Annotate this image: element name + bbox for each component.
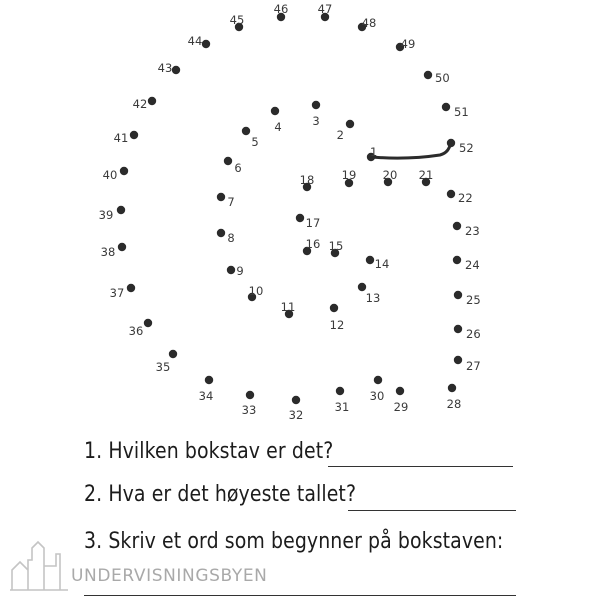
dot-7 [217, 193, 225, 201]
dot-36 [144, 319, 152, 327]
dot-12 [330, 304, 338, 312]
dot-label-43: 43 [157, 61, 173, 75]
dot-label-15: 15 [328, 239, 344, 253]
question-2: 2. Hva er det høyeste tallet? [84, 482, 357, 507]
dot-31 [336, 387, 344, 395]
dot-label-49: 49 [400, 37, 416, 51]
dot-label-8: 8 [227, 231, 235, 245]
dot-2 [346, 120, 354, 128]
dot-40 [120, 167, 128, 175]
dot-label-17: 17 [305, 216, 321, 230]
dot-29 [396, 387, 404, 395]
dot-14 [366, 256, 374, 264]
dot-label-19: 19 [341, 168, 357, 182]
dot-label-52: 52 [459, 141, 474, 155]
dot-label-11: 11 [280, 300, 296, 314]
dot-label-3: 3 [312, 114, 320, 128]
dot-6 [224, 157, 232, 165]
dot-label-48: 48 [361, 16, 377, 30]
dot-33 [246, 391, 254, 399]
answer-line-3[interactable] [84, 595, 516, 596]
dot-4 [271, 107, 279, 115]
question-1: 1. Hvilken bokstav er det? [84, 439, 334, 464]
dot-44 [202, 40, 210, 48]
dot-41 [130, 131, 138, 139]
dot-38 [118, 243, 126, 251]
dot-3 [312, 101, 320, 109]
dot-30 [374, 376, 382, 384]
dot-23 [453, 222, 461, 230]
dot-label-34: 34 [198, 389, 214, 403]
dot-26 [454, 325, 462, 333]
dot-label-12: 12 [329, 318, 345, 332]
dot-label-31: 31 [334, 400, 350, 414]
dot-51 [442, 103, 450, 111]
dot-label-47: 47 [317, 2, 333, 16]
dot-label-29: 29 [393, 400, 409, 414]
dot-label-27: 27 [466, 359, 481, 373]
dot-39 [117, 206, 125, 214]
dot-24 [453, 256, 461, 264]
dot-label-28: 28 [446, 397, 462, 411]
dot-28 [448, 384, 456, 392]
dot-label-14: 14 [374, 257, 390, 271]
dot-label-6: 6 [234, 161, 242, 175]
dot-label-38: 38 [100, 245, 116, 259]
dot-label-2: 2 [336, 128, 344, 142]
brand-name: UNDERVISNINGSBYEN [71, 566, 268, 586]
question-3: 3. Skriv et ord som begynner på bokstaven: [84, 529, 504, 554]
dot-label-7: 7 [227, 195, 235, 209]
dot-50 [424, 71, 432, 79]
answer-line-2[interactable] [348, 510, 516, 511]
dot-label-9: 9 [236, 264, 244, 278]
dot-27 [454, 356, 462, 364]
answer-line-1[interactable] [328, 466, 513, 467]
dot-43 [172, 66, 180, 74]
dot-label-41: 41 [113, 131, 129, 145]
dot-label-4: 4 [274, 120, 282, 134]
dot-37 [127, 284, 135, 292]
dot-label-22: 22 [458, 191, 473, 205]
dot-label-45: 45 [229, 13, 245, 27]
dot-label-10: 10 [248, 284, 264, 298]
dot-label-44: 44 [187, 34, 203, 48]
dot-label-24: 24 [465, 258, 480, 272]
dot-label-16: 16 [305, 237, 321, 251]
dot-label-37: 37 [109, 286, 125, 300]
dot-52 [447, 139, 455, 147]
dot-35 [169, 350, 177, 358]
dot-label-21: 21 [418, 168, 434, 182]
dot-8 [217, 229, 225, 237]
dot-32 [292, 396, 300, 404]
drawn-line-1-to-52 [371, 143, 451, 158]
dot-5 [242, 127, 250, 135]
dot-label-39: 39 [98, 208, 114, 222]
dot-label-50: 50 [435, 71, 450, 85]
dot-34 [205, 376, 213, 384]
dot-22 [447, 190, 455, 198]
dot-25 [454, 291, 462, 299]
dot-label-18: 18 [299, 173, 315, 187]
dot-label-40: 40 [102, 168, 118, 182]
dot-label-26: 26 [466, 327, 481, 341]
dot-label-30: 30 [369, 389, 385, 403]
dot-label-51: 51 [454, 105, 469, 119]
dot-label-33: 33 [241, 403, 257, 417]
dot-13 [358, 283, 366, 291]
dot-label-13: 13 [365, 291, 381, 305]
dot-9 [227, 266, 235, 274]
dot-label-25: 25 [466, 293, 481, 307]
dot-42 [148, 97, 156, 105]
dot-label-35: 35 [155, 360, 171, 374]
dot-label-36: 36 [128, 324, 144, 338]
dot-label-20: 20 [382, 168, 398, 182]
dot-label-32: 32 [288, 408, 304, 422]
dot-label-23: 23 [465, 224, 480, 238]
dot-label-5: 5 [251, 135, 259, 149]
city-skyline-icon [10, 540, 68, 592]
dot-label-1: 1 [370, 145, 378, 159]
dot-label-42: 42 [132, 97, 148, 111]
dot-label-46: 46 [273, 2, 289, 16]
dot-17 [296, 214, 304, 222]
